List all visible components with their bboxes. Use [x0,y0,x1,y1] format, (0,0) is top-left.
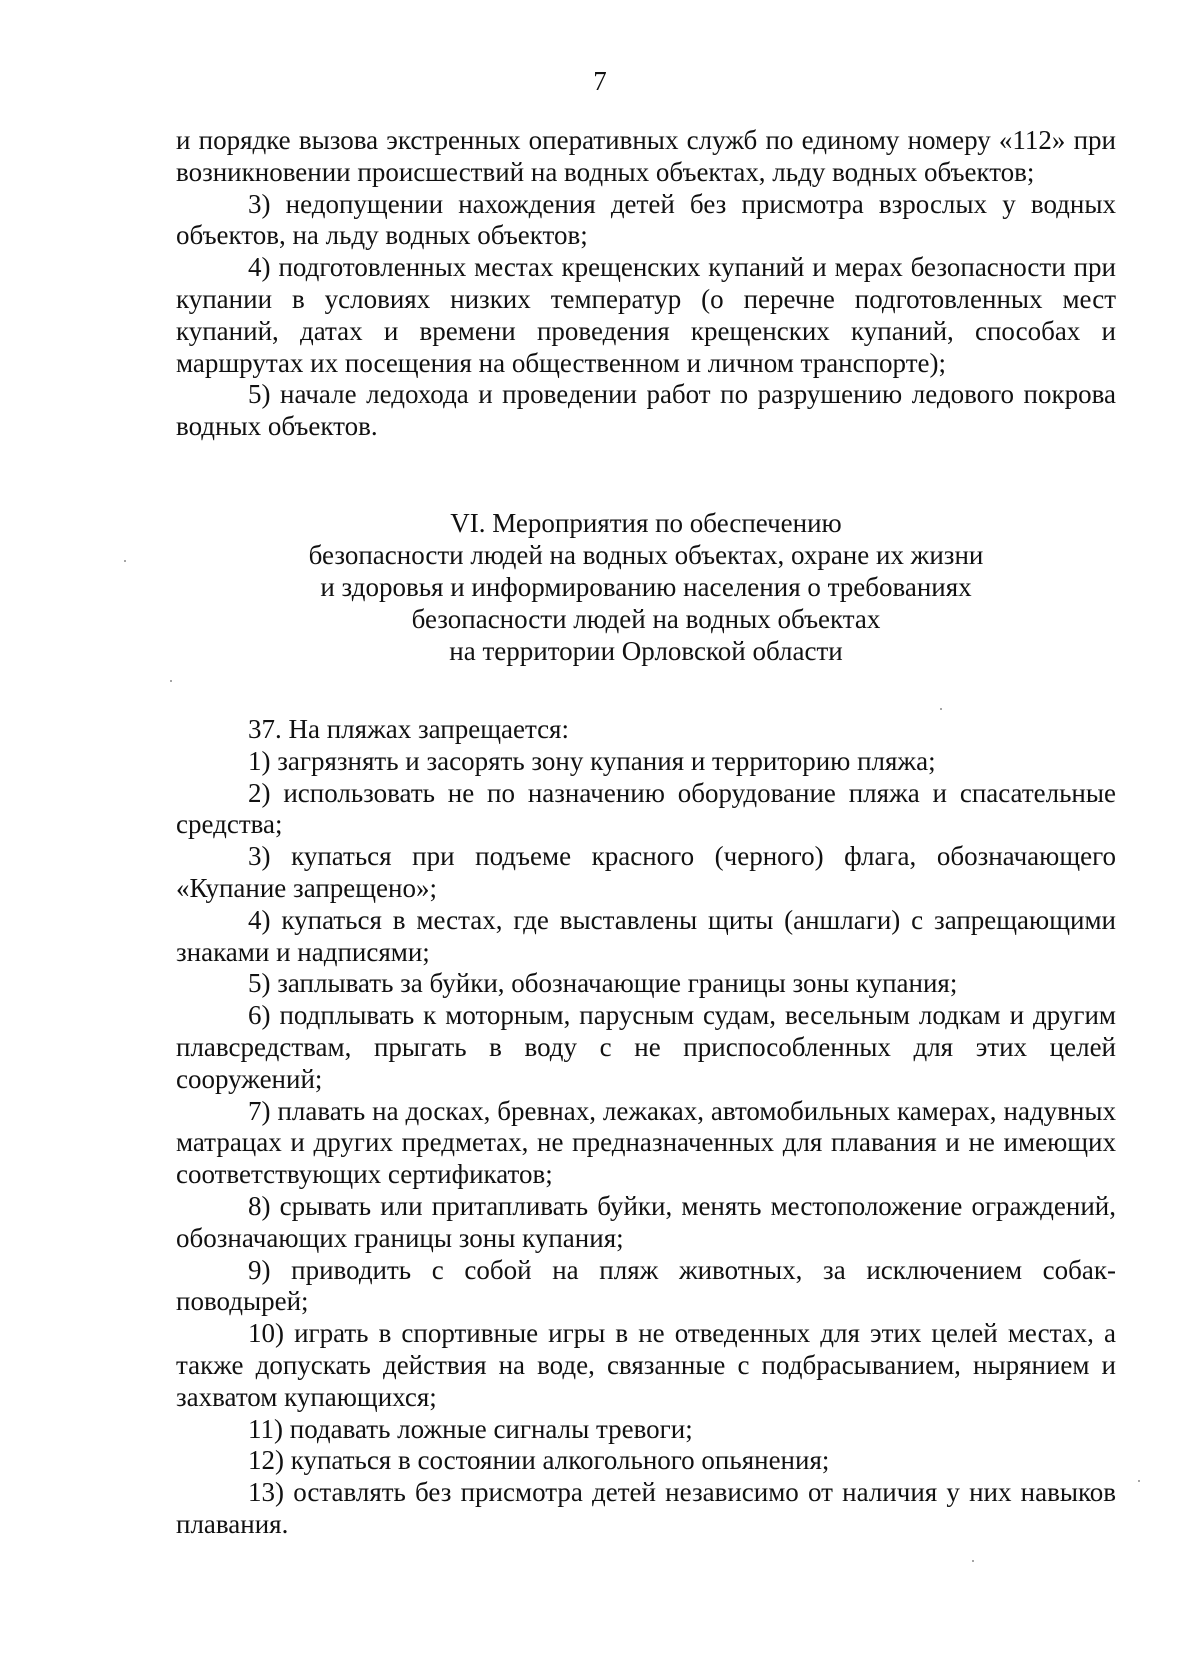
section-heading [176,507,1116,667]
list-item: 9) приводить с собой на пляж животных, за исключением собак-поводырей; [176,1254,1116,1317]
scan-speck [170,680,172,682]
list-item: 1) загрязнять и засорять зону купания и территорию пляжа; [248,745,936,776]
document-body [176,125,1116,1541]
paragraph-item-3: 3) недопущении нахождения детей без присмотра взрослых у водных объектов, на льду водных объектов; [176,188,1116,251]
list-item: 3) купаться при подъеме красного (черного) флага, обозначающего «Купание запрещено»; [176,841,1116,903]
list-item: 7) плавать на досках, бревнах, лежаках, автомобильных камерах, надувных матрацах и других предметах, не предназначенных для плавания и не имеющих соответствующих сертификатов; [176,1095,1116,1190]
paragraph-continuation: и порядке вызова экстренных оперативных служб по единому номеру «112» при возникновении происшествий на водных объектах, льду водных объектов; [176,125,1116,187]
section-heading-line: и здоровья и информированию населения о требованиях [320,571,972,602]
list-item: 8) срывать или притапливать буйки, менять местоположение ограждений, обозначающих границы зоны купания; [176,1190,1116,1253]
paragraph-item-5: 5) начале ледохода и проведении работ по разрушению ледового покрова водных объектов. [176,379,1116,442]
item-37-intro: 37. На пляжах запрещается: [248,713,569,744]
list-item: 12) купаться в состоянии алкогольного опьянения; [248,1445,830,1476]
scan-speck [972,1560,974,1562]
section-heading-line: на территории Орловской области [449,635,843,666]
list-item: 10) играть в спортивные игры в не отведенных для этих целей местах, а также допускать действия на воде, связанные с подбрасыванием, нырянием и захватом купающихся; [176,1318,1116,1412]
paragraph-item-4: 4) подготовленных местах крещенских купаний и мерах безопасности при купании в условиях низких температур (о перечне подготовленных мест купаний, датах и времени проведения крещенских купаний, способах и маршрутах их посещения на общественном и личном транспорте); [176,252,1116,378]
scan-speck [1138,1480,1140,1482]
list-item: 11) подавать ложные сигналы тревоги; [248,1413,693,1444]
list-item: 2) использовать не по назначению оборудование пляжа и спасательные средства; [176,777,1116,840]
list-item: 13) оставлять без присмотра детей независимо от наличия у них навыков плавания. [176,1477,1116,1539]
page-number: 7 [593,66,607,96]
list-item: 6) подплывать к моторным, парусным судам, весельным лодкам и другим плавсредствам, прыгать в воду с не приспособленных для этих целей сооружений; [176,1000,1116,1094]
scan-speck [124,560,126,562]
section-heading-line: безопасности людей на водных объектах, охране их жизни [308,539,984,570]
list-item: 4) купаться в местах, где выставлены щиты (аншлаги) с запрещающими знаками и надписями; [176,904,1116,967]
scan-speck [940,708,942,710]
list-item: 5) заплывать за буйки, обозначающие границы зоны купания; [248,968,958,999]
item-37-block [176,714,1116,1541]
section-heading-line: безопасности людей на водных объектах [411,603,881,634]
section-heading-line: VI. Мероприятия по обеспечению [450,507,842,538]
